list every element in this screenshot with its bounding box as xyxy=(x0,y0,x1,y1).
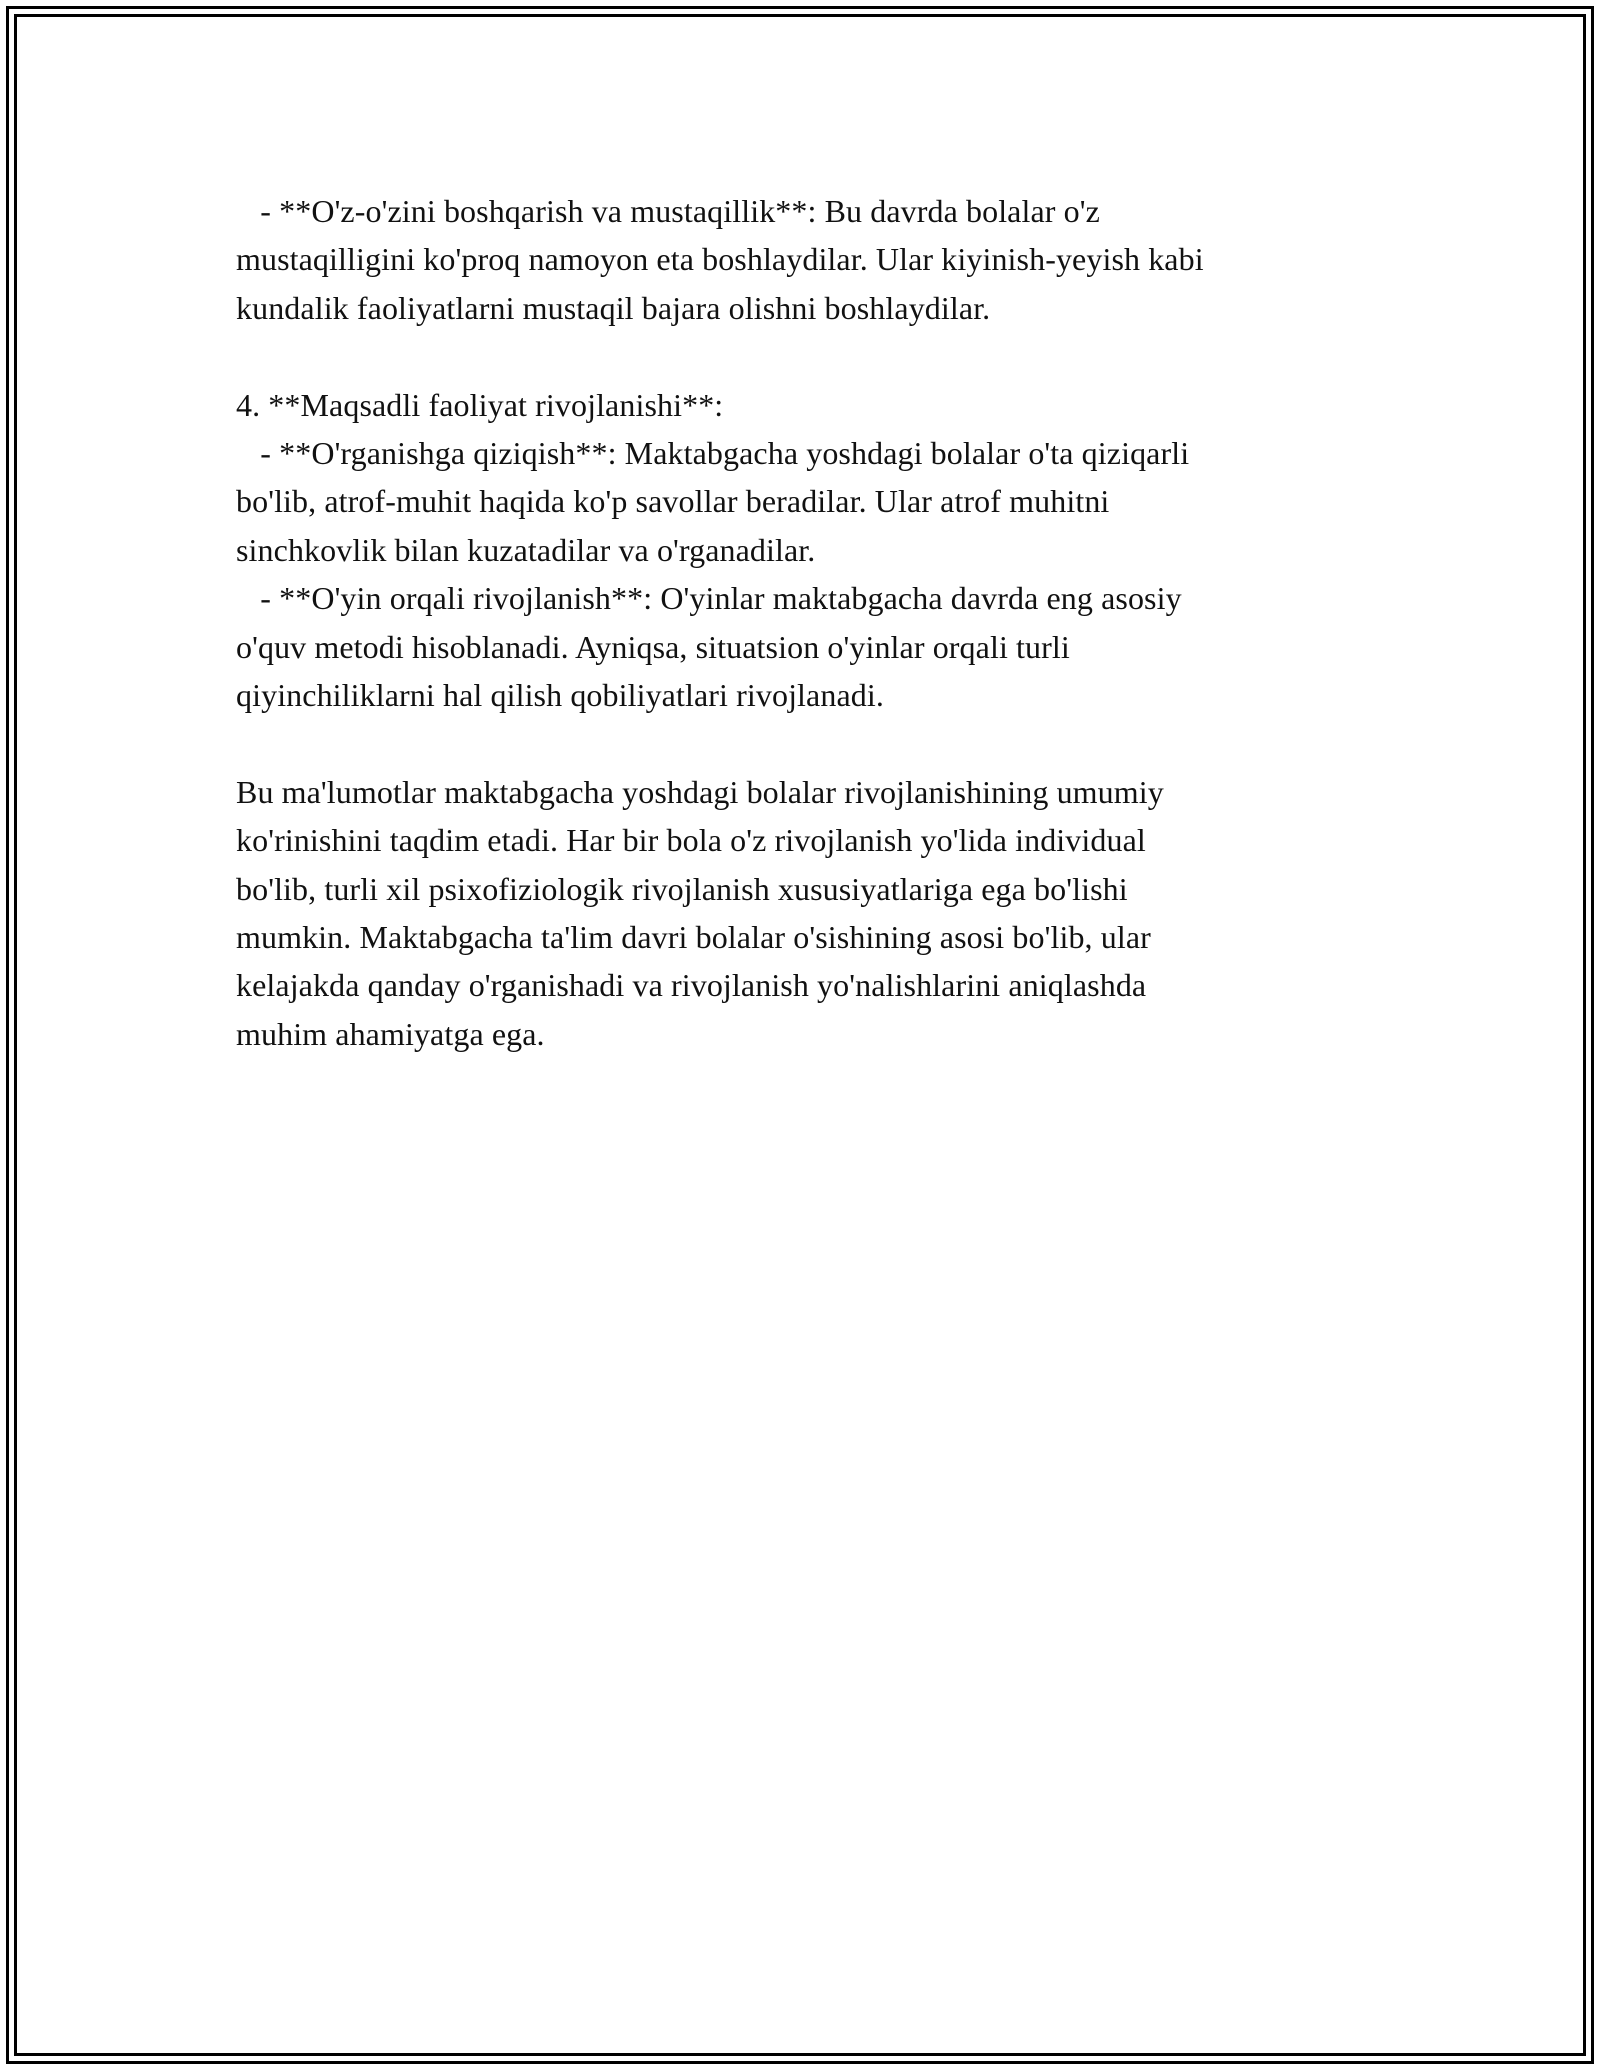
text-line: bo'lib, turli xil psixofiziologik rivojlanish xususiyatlariga ega bo'lishi xyxy=(236,870,1128,907)
paragraph-spacer xyxy=(236,332,1366,380)
paragraph-spacer xyxy=(236,719,1366,767)
paragraph-conclusion xyxy=(236,768,1366,1058)
text-line: Bu ma'lumotlar maktabgacha yoshdagi bolalar rivojlanishining umumiy xyxy=(236,773,1164,810)
document-body xyxy=(236,187,1366,1058)
section-heading: 4. **Maqsadli faoliyat rivojlanishi**: xyxy=(236,386,724,423)
text-line: qiyinchiliklarni hal qilish qobiliyatlari rivojlanadi. xyxy=(236,677,884,714)
paragraph-self-control xyxy=(236,187,1366,332)
text-line: o'quv metodi hisoblanadi. Ayniqsa, situatsion o'yinlar orqali turli xyxy=(236,628,1070,665)
text-line: bo'lib, atrof-muhit haqida ko'p savollar beradilar. Ular atrof muhitni xyxy=(236,483,1110,520)
text-line: mustaqilligini ko'proq namoyon eta boshlaydilar. Ular kiyinish-yeyish kabi xyxy=(236,241,1204,278)
text-line: - **O'z-o'zini boshqarish va mustaqillik**: Bu davrda bolalar o'z xyxy=(236,193,1100,229)
paragraph-purposeful-activity xyxy=(236,381,1366,720)
text-line: muhim ahamiyatga ega. xyxy=(236,1015,545,1052)
text-line: ko'rinishini taqdim etadi. Har bir bola o'z rivojlanish yo'lida individual xyxy=(236,822,1146,859)
text-line: - **O'yin orqali rivojlanish**: O'yinlar maktabgacha davrda eng asosiy xyxy=(236,580,1182,617)
text-line: kelajakda qanday o'rganishadi va rivojlanish yo'nalishlarini aniqlashda xyxy=(236,967,1147,1004)
text-line: - **O'rganishga qiziqish**: Maktabgacha yoshdagi bolalar o'ta qiziqarli xyxy=(236,435,1190,472)
text-line: sinchkovlik bilan kuzatadilar va o'rganadilar. xyxy=(236,531,816,568)
text-line: mumkin. Maktabgacha ta'lim davri bolalar o'sishining asosi bo'lib, ular xyxy=(236,919,1151,956)
text-line: kundalik faoliyatlarni mustaqil bajara olishni boshlaydilar. xyxy=(236,289,991,326)
